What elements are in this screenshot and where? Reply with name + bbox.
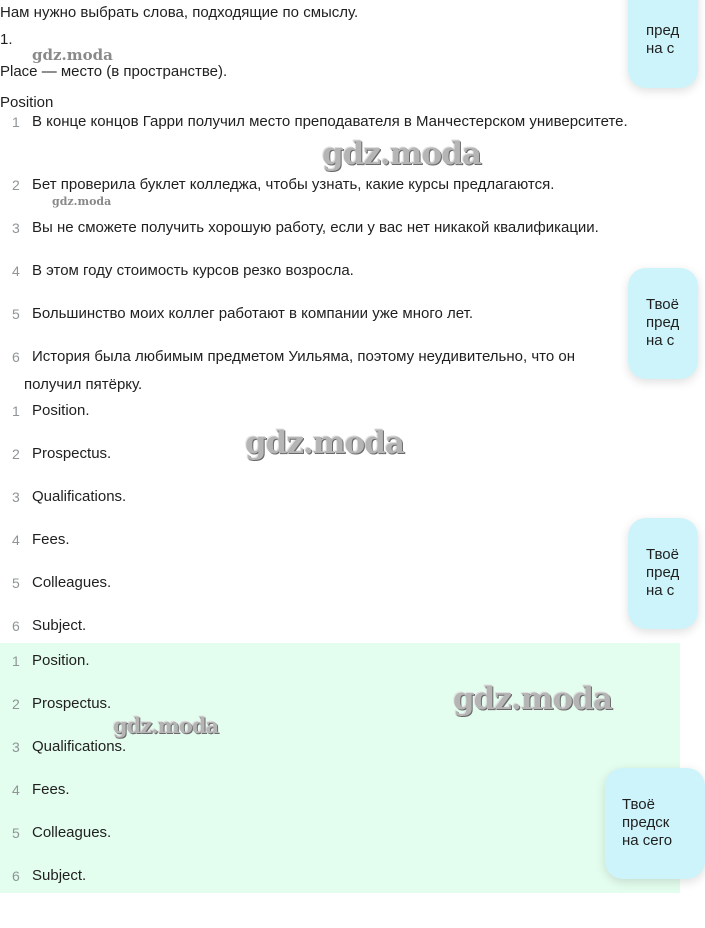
intro-line: Нам нужно выбрать слова, подходящие по смыслу.: [0, 4, 359, 21]
item-number: 1: [12, 403, 20, 419]
watermark: gdz.moda: [52, 195, 112, 208]
watermark: gdz.moda: [245, 425, 404, 461]
bubble-line: пред: [646, 564, 680, 581]
item-number: 5: [12, 825, 20, 841]
bubble-line: на с: [646, 332, 675, 349]
item-text: Qualifications.: [32, 488, 127, 505]
bubble-line: на с: [646, 40, 675, 57]
item-number: 1: [12, 114, 20, 130]
item-text: В этом году стоимость курсов резко возросла.: [32, 262, 354, 279]
item-text: Вы не сможете получить хорошую работу, если у вас нет никакой квалификации.: [32, 219, 599, 236]
item-number: 4: [12, 532, 20, 548]
chat-bubble[interactable]: [628, 518, 698, 629]
bubble-line: Твоё: [646, 296, 679, 313]
item-text: Fees.: [32, 531, 70, 548]
watermark: gdz.moda: [32, 46, 113, 64]
item-number: 3: [12, 489, 20, 505]
item-text: Colleagues.: [32, 574, 112, 591]
item-text: Prospectus.: [32, 445, 112, 462]
item-text: Position.: [32, 652, 90, 669]
item-text: Бет проверила буклет колледжа, чтобы узнать, какие курсы предлагаются.: [32, 176, 555, 193]
chat-bubble[interactable]: [605, 768, 705, 879]
item-text: Colleagues.: [32, 824, 112, 841]
item-number: 2: [12, 696, 20, 712]
item-text: Subject.: [32, 617, 87, 634]
item-text: В конце концов Гарри получил место преподавателя в Манчестерском университете.: [32, 113, 628, 130]
clipped-line: Position: [0, 94, 54, 111]
watermark: gdz.moda: [113, 713, 219, 738]
item-text: Subject.: [32, 867, 87, 884]
item-number: 1: [12, 653, 20, 669]
item-number: 3: [12, 739, 20, 755]
bubble-line: пред: [646, 314, 680, 331]
intro-number: 1.: [0, 31, 13, 48]
item-number: 2: [12, 177, 20, 193]
item-number: 6: [12, 868, 20, 884]
item-number: 5: [12, 575, 20, 591]
bubble-line: на сего: [622, 832, 673, 849]
bubble-line: предск: [622, 814, 670, 831]
item-text: Prospectus.: [32, 695, 112, 712]
watermark: gdz.moda: [322, 136, 481, 172]
chat-bubble[interactable]: [628, 0, 698, 88]
item-number: 5: [12, 306, 20, 322]
item-number: 4: [12, 782, 20, 798]
chat-bubble[interactable]: [628, 268, 698, 379]
item-text: Fees.: [32, 781, 70, 798]
bubble-line: Твоё: [646, 546, 679, 563]
item-number: 4: [12, 263, 20, 279]
bubble-line: Твоё: [622, 796, 655, 813]
intro-line: Place — место (в пространстве).: [0, 63, 228, 80]
item-number: 6: [12, 349, 20, 365]
list-item: [0, 343, 680, 399]
bubble-line: пред: [646, 22, 680, 39]
item-text: История была любимым предметом Уильяма, поэтому неудивительно, что он получил пятёрку.: [24, 348, 575, 393]
item-text: Qualifications.: [32, 738, 127, 755]
item-text: Position.: [32, 402, 90, 419]
watermark: gdz.moda: [453, 681, 612, 717]
bubble-line: на с: [646, 582, 675, 599]
item-number: 2: [12, 446, 20, 462]
item-number: 3: [12, 220, 20, 236]
item-number: 6: [12, 618, 20, 634]
item-text: Большинство моих коллег работают в компании уже много лет.: [32, 305, 473, 322]
